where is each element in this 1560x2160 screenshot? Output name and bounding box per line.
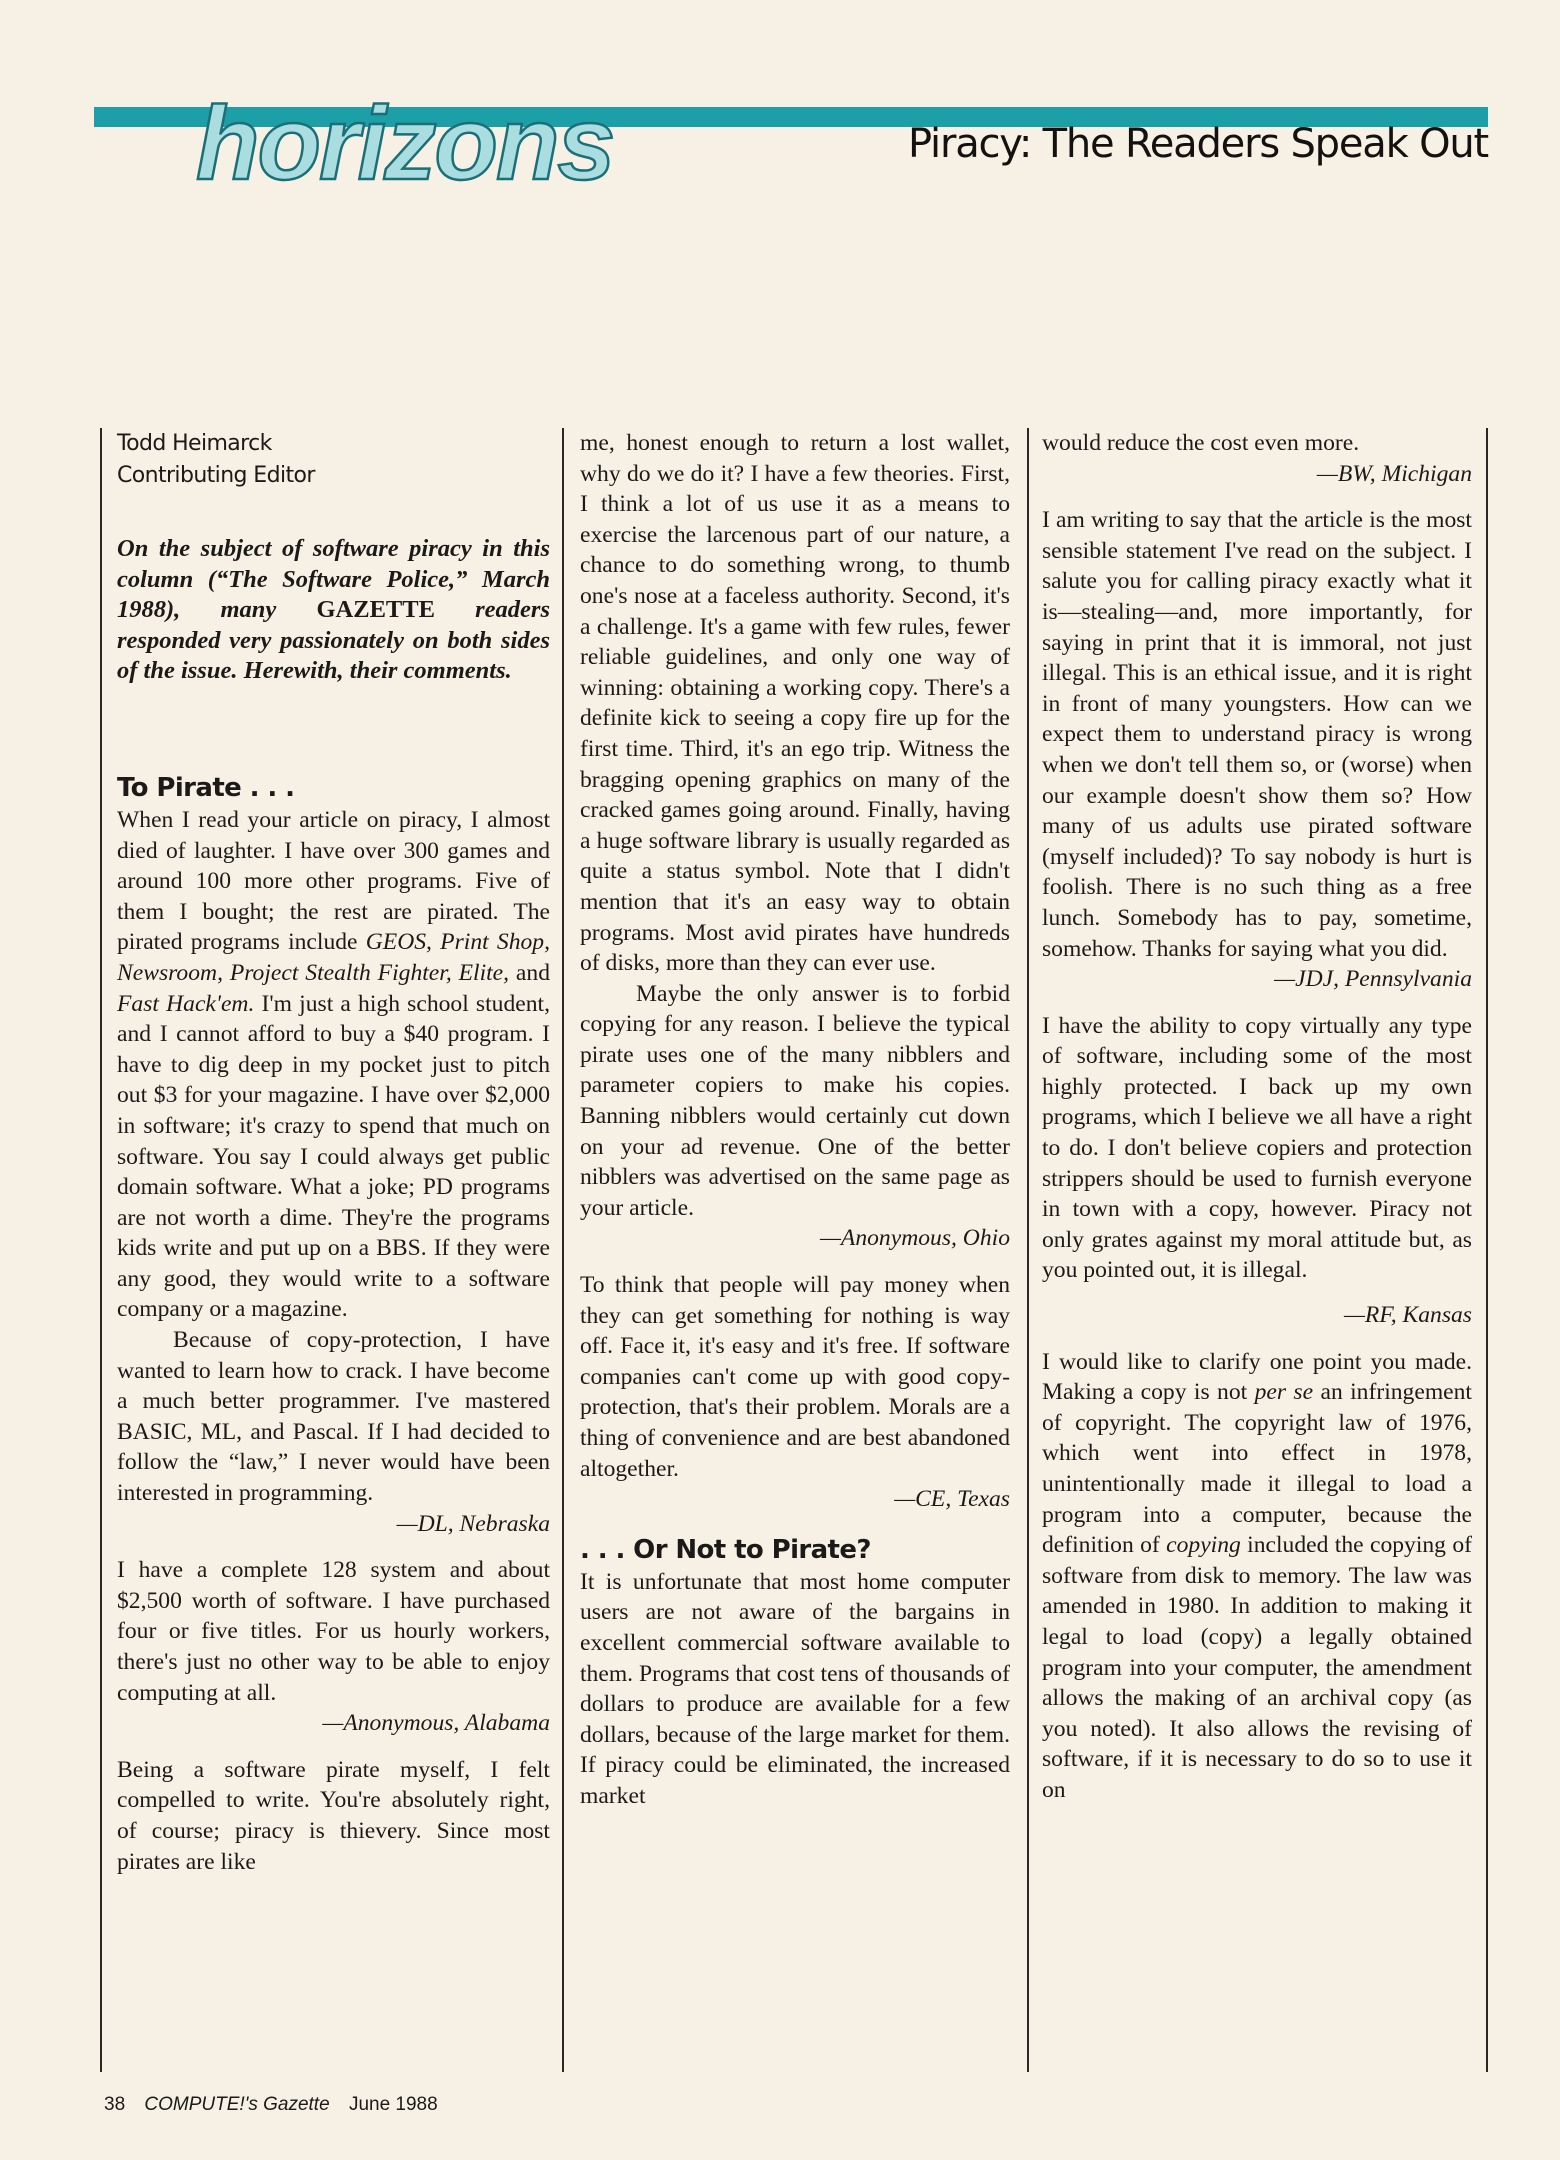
letter-paragraph	[117, 1555, 550, 1708]
letter-paragraph	[1042, 1011, 1472, 1286]
text-segment: —JDJ, Pennsylvania	[1274, 966, 1472, 993]
italic-title-text: copying	[1166, 1532, 1241, 1559]
author-role: Contributing Editor	[117, 463, 315, 488]
article-title: Piracy: The Readers Speak Out	[908, 121, 1488, 167]
letter-paragraph	[580, 428, 1010, 979]
page-number: 38	[104, 2094, 126, 2115]
text-segment: GAZETTE	[316, 596, 435, 624]
text-segment: I am writing to say that the article is the most sensible statement I've read on the subject. I salute you for calling piracy exactly what it is—stealing—and, more importantly, for saying in print that it is immoral, not just illegal. This is an ethical issue, and it is right in front of many youngsters. How can we expect them to understand piracy is wrong when we don't tell them so, or (worse) when our example doesn't show them so? How many of us adults use pirated software (myself included)? To say nobody is hurt is foolish. There is no such thing as a free lunch. Somebody has to pay, sometime, somehow. Thanks for saying what you did.	[1042, 507, 1472, 962]
letter-signature	[1042, 459, 1472, 490]
text-segment: —RF, Kansas	[1343, 1302, 1472, 1329]
italic-title-text: per se	[1254, 1379, 1314, 1406]
text-segment: To Pirate . . .	[117, 772, 295, 803]
letter-paragraph	[1042, 428, 1472, 459]
text-segment: —BW, Michigan	[1316, 460, 1472, 487]
letter-paragraph	[580, 1270, 1010, 1484]
text-segment: —DL, Nebraska	[396, 1510, 550, 1537]
letter-signature	[580, 1223, 1010, 1254]
letter-signature	[580, 1484, 1010, 1515]
letter-signature	[1042, 964, 1472, 995]
italic-title-text: Fast Hack'em.	[117, 990, 255, 1017]
section-heading	[580, 1535, 1010, 1565]
letter-paragraph	[580, 979, 1010, 1224]
author-byline	[117, 428, 550, 492]
column-3	[1027, 428, 1488, 2072]
letter-paragraph	[117, 1325, 550, 1509]
section-heading	[117, 773, 550, 803]
text-segment: an infringement of copyright. The copyright law of 1976, which went into effect in 1978, unintentionally made it illegal to load a program into a computer, because the definition of	[1042, 1379, 1472, 1559]
intro-paragraph	[117, 534, 550, 687]
text-segment: and	[509, 959, 551, 986]
text-segment: When I read your article on piracy, I almost died of laughter. I have over 300 games and around 100 more other programs. Five of them I bought; the rest are pirated. The pirated programs include	[117, 806, 550, 956]
section-logo: horizons	[196, 86, 614, 202]
letter-paragraph	[117, 1755, 550, 1877]
text-segment: It is unfortunate that most home computer users are not aware of the bargains in excellent commercial software available to them. Programs that cost tens of thousands of dollars to produce are available for a few dollars, because of the large market for them. If piracy could be eliminated, the increased market	[580, 1568, 1010, 1809]
text-segment: On the subject of software piracy in this column (“The Software Police,” March 1988), many	[117, 535, 550, 624]
text-segment: would reduce the cost even more.	[1042, 430, 1360, 456]
text-segment: I have a complete 128 system and about $2,500 worth of software. I have purchased four or five titles. For us hourly workers, there's just no other way to be able to enjoy computing at all.	[117, 1557, 550, 1706]
issue-date: June 1988	[348, 2094, 438, 2115]
text-segment: readers responded very passionately on both sides of the issue. Herewith, their comments.	[117, 596, 550, 685]
letter-paragraph	[580, 1567, 1010, 1812]
text-segment: Because of copy-protection, I have wanted to learn how to crack. I have become a much better programmer. I've mastered BASIC, ML, and Pascal. If I had decided to follow the “law,” I never would have been interested in programming.	[117, 1327, 550, 1507]
text-segment: me, honest enough to return a lost wallet, why do we do it? I have a few theories. First, I think a lot of us use it as a means to exercise the larcenous part of our nature, a chance to do something wrong, to thumb one's nose at a faceless authority. Second, it's a challenge. It's a game with few rules, fewer reliable guidelines, and only one way of winning: obtaining a working copy. There's a definite kick to seeing a copy fire up for the first time. Third, it's an ego trip. Witness the bragging opening graphics on many of the cracked games going around. Finally, having a huge software library is usually regarded as quite a status symbol. Note that I didn't mention that it's an easy way to obtain programs. Most avid pirates have hundreds of disks, more than they can ever use.	[580, 430, 1010, 977]
text-segment: I have the ability to copy virtually any type of software, including some of the most highly protected. I back up my own programs, which I believe we all have a right to do. I don't believe copiers and protection strippers should be used to furnish everyone in town with a copy, however. Piracy not only grates against my moral attitude but, as you pointed out, it is illegal.	[1042, 1012, 1472, 1284]
letter-paragraph	[1042, 505, 1472, 964]
letter-signature	[117, 1708, 550, 1739]
italic-title-text: GEOS, Print Shop, Newsroom, Project Stealth Fighter, Elite,	[117, 929, 550, 986]
author-name: Todd Heimarck	[117, 431, 272, 456]
text-segment: included the copying of software from disk to memory. The law was amended in 1980. In addition to making it legal to load (copy) a legally obtained program into your computer, the amendment allows the making of an archival copy (as you noted). It also allows the revising of software, if it is necessary to do so to use it on	[1042, 1532, 1473, 1803]
text-segment: I would like to clarify one point you made. Making a copy is not	[1042, 1348, 1472, 1406]
text-segment: To think that people will pay money when they can get something for nothing is way off. Face it, it's easy and it's free. If software companies can't come up with good copy-protection, that's their problem. Morals are a thing of convenience and are best abandoned altogether.	[580, 1272, 1010, 1482]
text-segment: Maybe the only answer is to forbid copying for any reason. I believe the typical pirate uses one of the many nibblers and parameter copiers to make his copies. Banning nibblers would certainly cut down on your ad revenue. One of the better nibblers was advertised on the same page as your article.	[580, 980, 1010, 1221]
text-segment: Being a software pirate myself, I felt compelled to write. You're absolutely right, of course; piracy is thievery. Since most pirates are like	[117, 1756, 550, 1875]
column-1	[100, 428, 550, 2072]
text-segment: —Anonymous, Alabama	[322, 1710, 550, 1737]
letter-signature	[117, 1509, 550, 1540]
text-segment: —Anonymous, Ohio	[819, 1225, 1010, 1252]
magazine-name: COMPUTE!'s Gazette	[144, 2094, 330, 2115]
letter-signature	[1042, 1300, 1472, 1331]
text-segment: . . . Or Not to Pirate?	[580, 1534, 871, 1565]
letter-paragraph	[117, 805, 550, 1325]
text-segment: —CE, Texas	[894, 1486, 1010, 1513]
column-2	[562, 428, 1014, 2072]
text-segment: I'm just a high school student, and I cannot afford to buy a $40 program. I have to dig deep in my pocket just to pitch out $3 for your magazine. I have over $2,000 in software; it's crazy to spend that much on software. You say I could always get public domain software. What a joke; PD programs are not worth a dime. They're the programs kids write and put up on a BBS. If they were any good, they would write to a software company or a magazine.	[117, 990, 550, 1323]
letter-paragraph	[1042, 1347, 1472, 1806]
page-footer	[104, 2094, 452, 2116]
